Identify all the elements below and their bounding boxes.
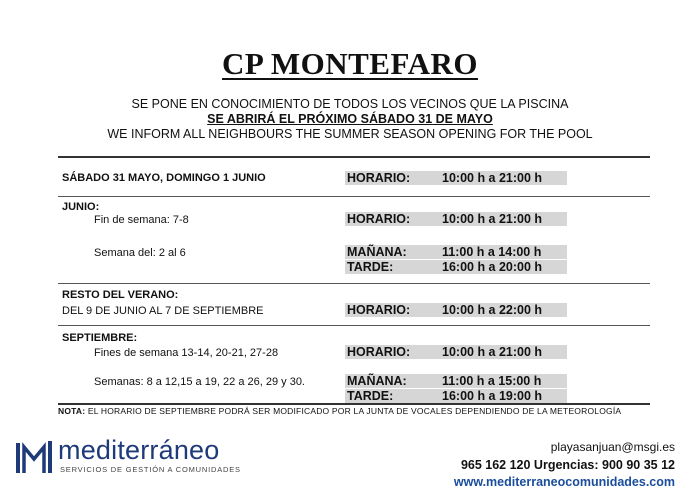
junio-heading: JUNIO: <box>62 201 100 213</box>
horario-value: 10:00 h a 21:00 h <box>442 171 543 185</box>
junio-week-label: Semana del: 2 al 6 <box>94 247 186 259</box>
horario-value: 10:00 h a 21:00 h <box>442 345 543 359</box>
opening-label: SÁBADO 31 MAYO, DOMINGO 1 JUNIO <box>62 172 266 184</box>
manana-value: 11:00 h a 15:00 h <box>442 374 542 388</box>
horario-value: 10:00 h a 21:00 h <box>442 212 543 226</box>
junio-weekend-label: Fin de semana: 7-8 <box>94 214 189 226</box>
logo-name: mediterráneo <box>58 435 220 465</box>
note-text: EL HORARIO DE SEPTIEMBRE PODRÁ SER MODIFICADO POR LA JUNTA DE VOCALES DEPENDIENDO DE LA METEOROLOGÍA <box>87 406 622 416</box>
intro-block <box>0 97 700 142</box>
verano-range-label: DEL 9 DE JUNIO AL 7 DE SEPTIEMBRE <box>62 305 264 317</box>
junio-weekend-horario <box>345 212 567 226</box>
horario-key: HORARIO: <box>347 303 411 317</box>
septiembre-weekend-horario <box>345 345 567 359</box>
intro-line-2: SE ABRIRÁ EL PRÓXIMO SÁBADO 31 DE MAYO <box>207 112 493 126</box>
horario-value: 10:00 h a 22:00 h <box>442 303 543 317</box>
septiembre-manana-horario <box>345 374 567 388</box>
tarde-key: TARDE: <box>347 389 394 403</box>
footnote <box>58 406 621 416</box>
contact-email[interactable]: playasanjuan@msgi.es <box>550 440 675 454</box>
tarde-key: TARDE: <box>347 260 394 274</box>
contact-phones: 965 162 120 Urgencias: 900 90 35 12 <box>460 458 675 472</box>
horario-key: HORARIO: <box>347 171 411 185</box>
septiembre-heading: SEPTIEMBRE: <box>62 332 138 344</box>
note-prefix: NOTA: <box>58 406 86 416</box>
verano-horario <box>345 303 567 317</box>
verano-heading: RESTO DEL VERANO: <box>62 289 179 301</box>
tarde-value: 16:00 h a 20:00 h <box>442 260 543 274</box>
website-link[interactable]: www.mediterraneocomunidades.com <box>453 475 675 489</box>
septiembre-week-label: Semanas: 8 a 12,15 a 19, 22 a 26, 29 y 30. <box>94 376 305 388</box>
junio-tarde-horario <box>345 260 567 274</box>
divider <box>58 283 650 284</box>
horario-key: HORARIO: <box>347 212 411 226</box>
divider <box>58 156 650 158</box>
junio-manana-horario <box>345 245 567 259</box>
divider <box>58 325 650 326</box>
divider <box>58 196 650 197</box>
horario-key: HORARIO: <box>347 345 411 359</box>
manana-key: MAÑANA: <box>347 245 407 259</box>
logo-subtitle: SERVICIOS DE GESTIÓN A COMUNIDADES <box>60 465 241 474</box>
company-logo <box>14 437 264 479</box>
septiembre-tarde-horario <box>345 389 567 403</box>
mediterraneo-logo-icon <box>14 439 54 475</box>
septiembre-weekend-label: Fines de semana 13-14, 20-21, 27-28 <box>94 347 279 359</box>
intro-line-1: SE PONE EN CONOCIMIENTO DE TODOS LOS VECINOS QUE LA PISCINA <box>131 97 569 111</box>
document-title: CP MONTEFARO <box>222 46 478 81</box>
intro-line-3: WE INFORM ALL NEIGHBOURS THE SUMMER SEASON OPENING FOR THE POOL <box>107 127 593 141</box>
opening-horario <box>345 171 567 185</box>
tarde-value: 16:00 h a 19:00 h <box>442 389 543 403</box>
manana-key: MAÑANA: <box>347 374 407 388</box>
manana-value: 11:00 h a 14:00 h <box>442 245 542 259</box>
divider <box>58 403 650 405</box>
